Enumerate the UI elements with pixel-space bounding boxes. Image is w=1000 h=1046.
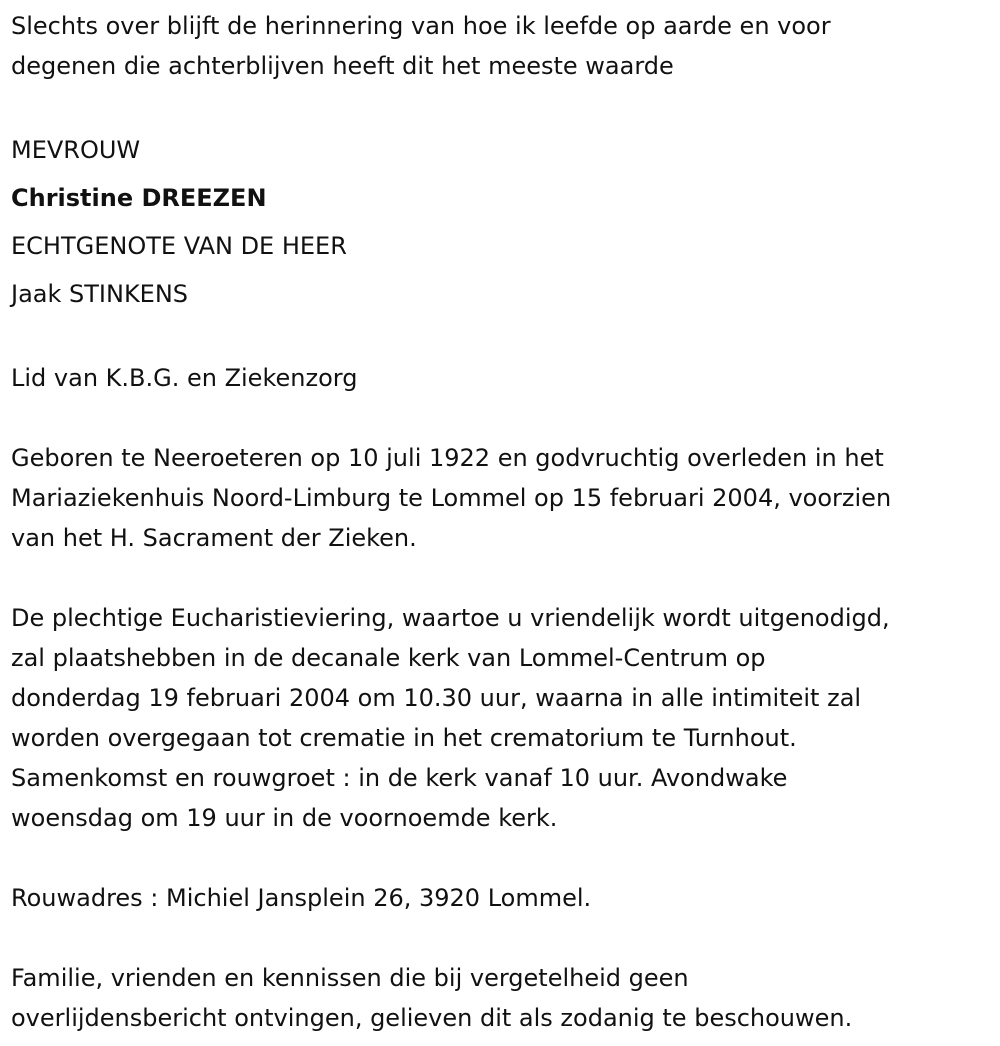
spacer — [11, 918, 1000, 958]
closing-paragraph — [11, 958, 1000, 1038]
deceased-title: MEVROUW — [11, 136, 141, 164]
ceremony-paragraph — [11, 598, 1000, 838]
closing-line: Familie, vrienden en kennissen die bij vergetelheid geen — [11, 964, 689, 992]
mourning-address: Rouwadres : Michiel Jansplein 26, 3920 Lommel. — [11, 884, 592, 912]
deceased-relation: ECHTGENOTE VAN DE HEER — [11, 232, 347, 260]
ceremony-line: zal plaatshebben in de decanale kerk van Lommel-Centrum op — [11, 644, 766, 672]
birth-death-line: Mariaziekenhuis Noord-Limburg te Lommel op 15 februari 2004, voorzien — [11, 484, 892, 512]
closing-line: overlijdensbericht ontvingen, gelieven dit als zodanig te beschouwen. — [11, 1004, 853, 1032]
spacer — [11, 398, 1000, 438]
deceased-name: Christine DREEZEN — [11, 184, 267, 212]
birth-death-paragraph — [11, 438, 1000, 558]
ceremony-line: woensdag om 19 uur in de voornoemde kerk. — [11, 804, 558, 832]
epigraph-line: degenen die achterblijven heeft dit het meeste waarde — [11, 52, 674, 80]
spacer — [11, 86, 1000, 126]
epigraph-line: Slechts over blijft de herinnering van hoe ik leefde op aarde en voor — [11, 12, 831, 40]
ceremony-line: Samenkomst en rouwgroet : in de kerk vanaf 10 uur. Avondwake — [11, 764, 788, 792]
ceremony-line: worden overgegaan tot crematie in het crematorium te Turnhout. — [11, 724, 797, 752]
deceased-block — [11, 126, 1000, 318]
ceremony-line: donderdag 19 februari 2004 om 10.30 uur, waarna in alle intimiteit zal — [11, 684, 862, 712]
membership-line: Lid van K.B.G. en Ziekenzorg — [11, 364, 358, 392]
spacer — [11, 558, 1000, 598]
spacer — [11, 838, 1000, 878]
spouse-name: Jaak STINKENS — [11, 280, 189, 308]
epigraph — [11, 6, 1000, 86]
birth-death-line: Geboren te Neeroeteren op 10 juli 1922 en godvruchtig overleden in het — [11, 444, 884, 472]
spacer — [11, 318, 1000, 358]
ceremony-line: De plechtige Eucharistieviering, waartoe u vriendelijk wordt uitgenodigd, — [11, 604, 890, 632]
birth-death-line: van het H. Sacrament der Zieken. — [11, 524, 417, 552]
